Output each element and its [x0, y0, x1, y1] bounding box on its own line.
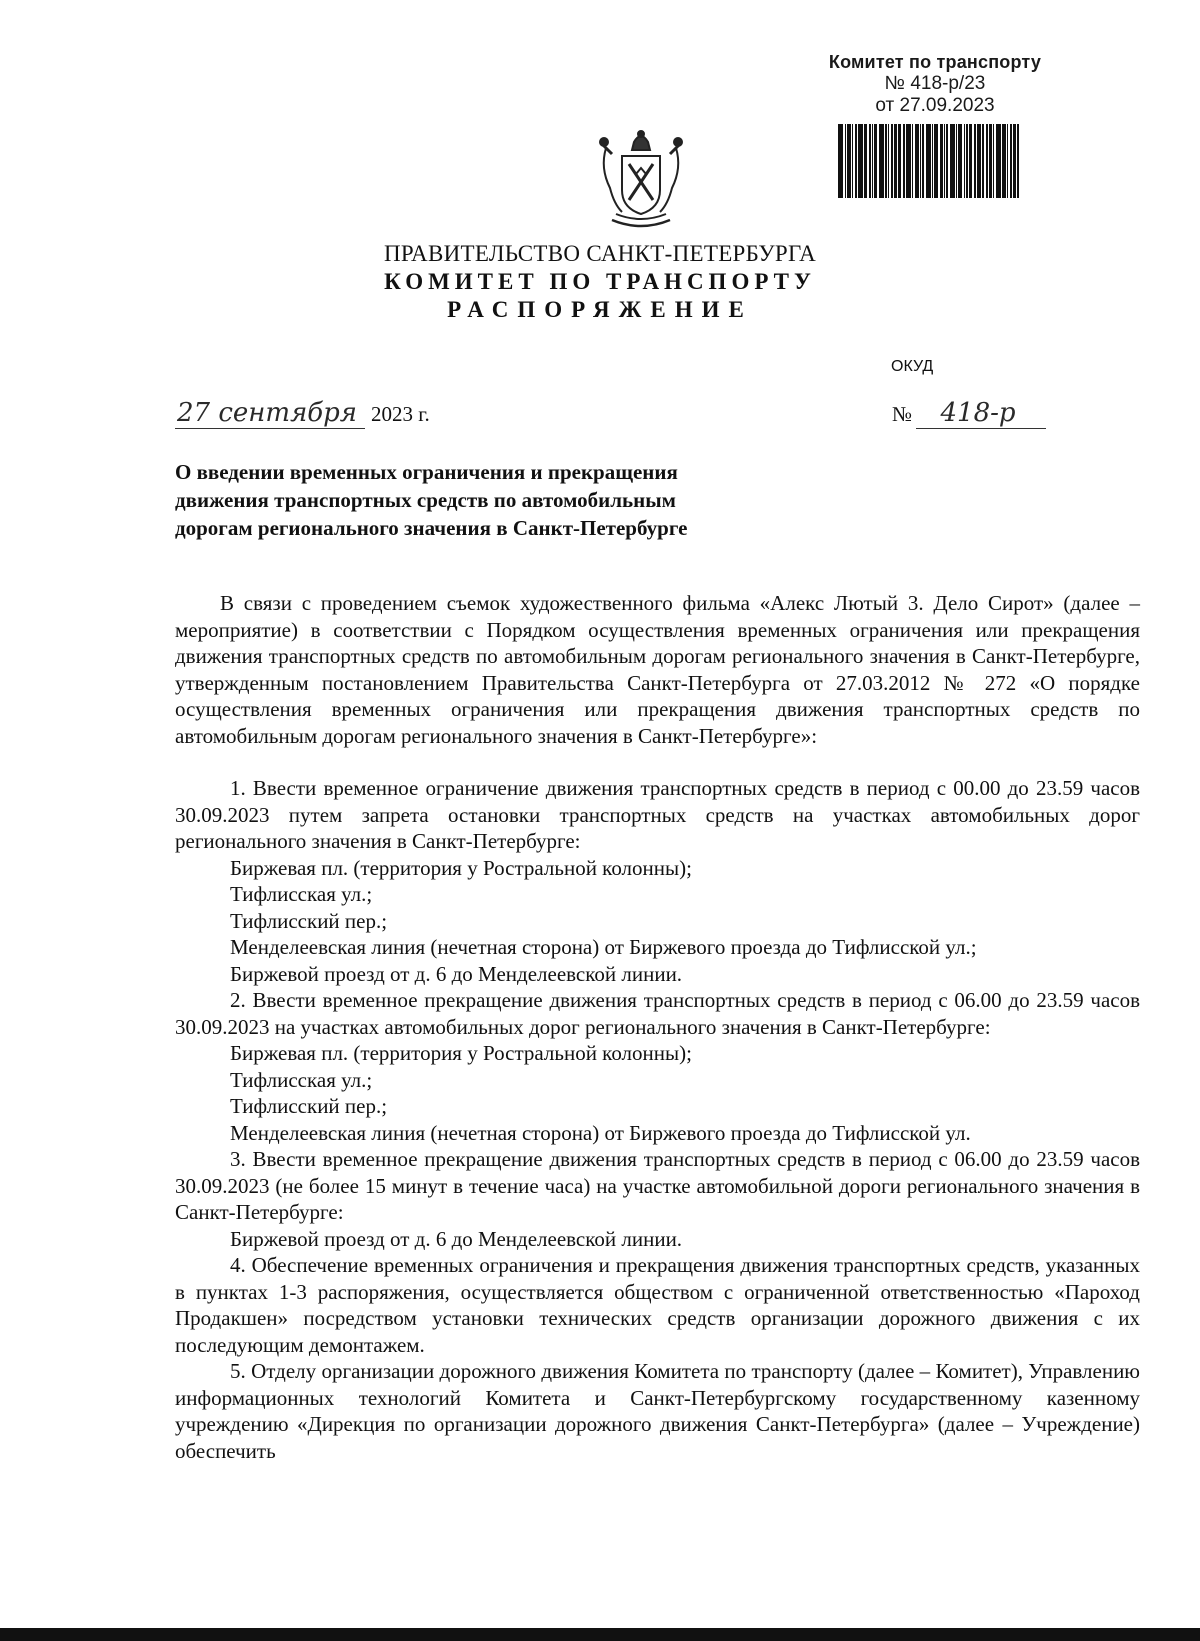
item-2-location: Тифлисский пер.;: [230, 1094, 388, 1118]
stamp-number: № 418-р/23: [884, 73, 986, 94]
document-subject: О введении временных ограничения и прекращения движения транспортных средств по автомобильным дорогам регионального значения в Санкт-Петербурге: [175, 460, 688, 540]
handwritten-number: 418-р: [916, 398, 1046, 429]
barcode-stripe: [1013, 124, 1016, 198]
barcode-stripe: [847, 124, 850, 198]
handwritten-date: 27 сентября: [175, 398, 365, 429]
barcode-stripe: [874, 124, 877, 198]
barcode-stripe: [879, 124, 884, 198]
document-heading: [300, 240, 900, 324]
barcode-stripe: [993, 124, 995, 198]
barcode-stripe: [926, 124, 931, 198]
barcode-stripe: [1007, 124, 1009, 198]
barcode-stripe: [1010, 124, 1012, 198]
document-type: РАСПОРЯЖЕНИЕ: [447, 297, 753, 322]
barcode-stripe: [982, 124, 984, 198]
document-body: [175, 590, 1140, 1464]
barcode-stripe: [885, 124, 887, 198]
date-year: 2023 г.: [371, 402, 430, 426]
barcode-stripe: [864, 124, 867, 198]
stamp-date: от 27.09.2023: [875, 95, 995, 116]
barcode-stripe: [869, 124, 871, 198]
barcode-stripe: [977, 124, 982, 198]
preamble: В связи с проведением съемок художественного фильма «Алекс Лютый 3. Дело Сирот» (далее – мероприятие) в соответствии с Порядком осуществления временных ограничения или прекращения движения транспортных средств по автомобильным дорогам регионального значения в Санкт-Петербурге, утвержденным постановлением Правительства Санкт-Петербурга от 27.03.2012 № 272 «О порядке осуществления временных ограничения или прекращения движения транспортных средств по автомобильным дорогам регионального значения в Санкт-Петербурге»:: [175, 591, 1140, 748]
document-date: [175, 398, 430, 429]
item-5: 5. Отделу организации дорожного движения Комитета по транспорту (далее – Комитет), Управлению информационных технологий Комитета и Санкт-Петербургскому государственному казенному учреждению «Дирекция по организации дорожного движения Санкт-Петербурга» (далее – Учреждение) обеспечить: [175, 1359, 1140, 1463]
barcode-stripe: [852, 124, 854, 198]
barcode-stripe: [1002, 124, 1005, 198]
barcode-stripe: [966, 124, 968, 198]
barcode-stripe: [838, 124, 843, 198]
barcode-stripe: [845, 124, 847, 198]
barcode-stripe: [944, 124, 946, 198]
barcode-stripe: [915, 124, 918, 198]
barcode-stripe: [898, 124, 901, 198]
barcode-stripe: [912, 124, 914, 198]
barcode-stripe: [920, 124, 922, 198]
barcode-stripe: [922, 124, 924, 198]
item-2-location: Тифлисская ул.;: [230, 1067, 373, 1092]
item-2-location: Биржевая пл. (территория у Ростральной колонны);: [230, 1041, 692, 1065]
barcode: [838, 124, 1034, 198]
coat-of-arms-icon: [592, 128, 690, 234]
item-3: 3. Ввести временное прекращение движения транспортных средств в период с 06.00 до 23.59 часов 30.09.2023 (не более 15 минут в течение часа) на участке автомобильной дороги регионального значения в Санкт-Петербурге:: [175, 1147, 1140, 1224]
barcode-stripe: [940, 124, 943, 198]
registration-stamp: [820, 52, 1050, 117]
item-1-location: Биржевой проезд от д. 6 до Менделеевской линии.: [230, 961, 683, 986]
item-4: 4. Обеспечение временных ограничения и прекращения движения транспортных средств, указанных в пунктах 1-3 распоряжения, осуществляется обществом с ограниченной ответственностью «Пароход Продакшен» посредством установки технических средств организации дорожного движения с их последующим демонтажем.: [175, 1253, 1140, 1357]
barcode-stripe: [888, 124, 890, 198]
item-1-location: Тифлисская ул.;: [230, 882, 373, 906]
number-label: №: [892, 402, 913, 426]
committee-name: КОМИТЕТ ПО ТРАНСПОРТУ: [384, 269, 816, 294]
okud-label: ОКУД: [891, 358, 934, 375]
barcode-stripe: [956, 124, 958, 198]
barcode-stripe: [964, 124, 966, 198]
item-1-location: Биржевая пл. (территория у Ростральной колонны);: [230, 855, 692, 880]
barcode-stripe: [986, 124, 988, 198]
barcode-stripe: [906, 124, 911, 198]
barcode-stripe: [891, 124, 893, 198]
barcode-stripe: [934, 124, 937, 198]
government-name: ПРАВИТЕЛЬСТВО САНКТ-ПЕТЕРБУРГА: [383, 241, 817, 266]
stamp-organization: Комитет по транспорту: [828, 52, 1042, 72]
barcode-stripe: [932, 124, 934, 198]
barcode-stripe: [996, 124, 1001, 198]
scan-edge-bar: [0, 1628, 1200, 1641]
barcode-stripe: [946, 124, 948, 198]
item-2-location: Менделеевская линия (нечетная сторона) от Биржевого проезда до Тифлисской ул.: [230, 1120, 971, 1145]
item-1: 1. Ввести временное ограничение движения транспортных средств в период с 00.00 до 23.59 часов 30.09.2023 путем запрета остановки транспортных средств на участках автомобильных дорог регионального значения в Санкт-Петербурге:: [175, 776, 1140, 853]
barcode-stripe: [855, 124, 857, 198]
barcode-stripe: [894, 124, 897, 198]
item-3-location: Биржевой проезд от д. 6 до Менделеевской линии.: [230, 1226, 683, 1251]
barcode-stripe: [969, 124, 972, 198]
barcode-stripe: [858, 124, 863, 198]
barcode-stripe: [989, 124, 992, 198]
barcode-stripe: [1017, 124, 1019, 198]
document-number: [892, 398, 1052, 429]
barcode-stripe: [974, 124, 976, 198]
barcode-stripe: [958, 124, 961, 198]
item-1-location: Тифлисский пер.;: [230, 908, 388, 933]
item-1-location: Менделеевская линия (нечетная сторона) от Биржевого проезда до Тифлисской ул.;: [230, 935, 977, 959]
barcode-stripe: [872, 124, 874, 198]
barcode-stripe: [950, 124, 955, 198]
barcode-stripe: [903, 124, 905, 198]
item-2: 2. Ввести временное прекращение движения транспортных средств в период с 06.00 до 23.59 часов 30.09.2023 на участках автомобильных дорог регионального значения в Санкт-Петербурге:: [175, 988, 1140, 1039]
